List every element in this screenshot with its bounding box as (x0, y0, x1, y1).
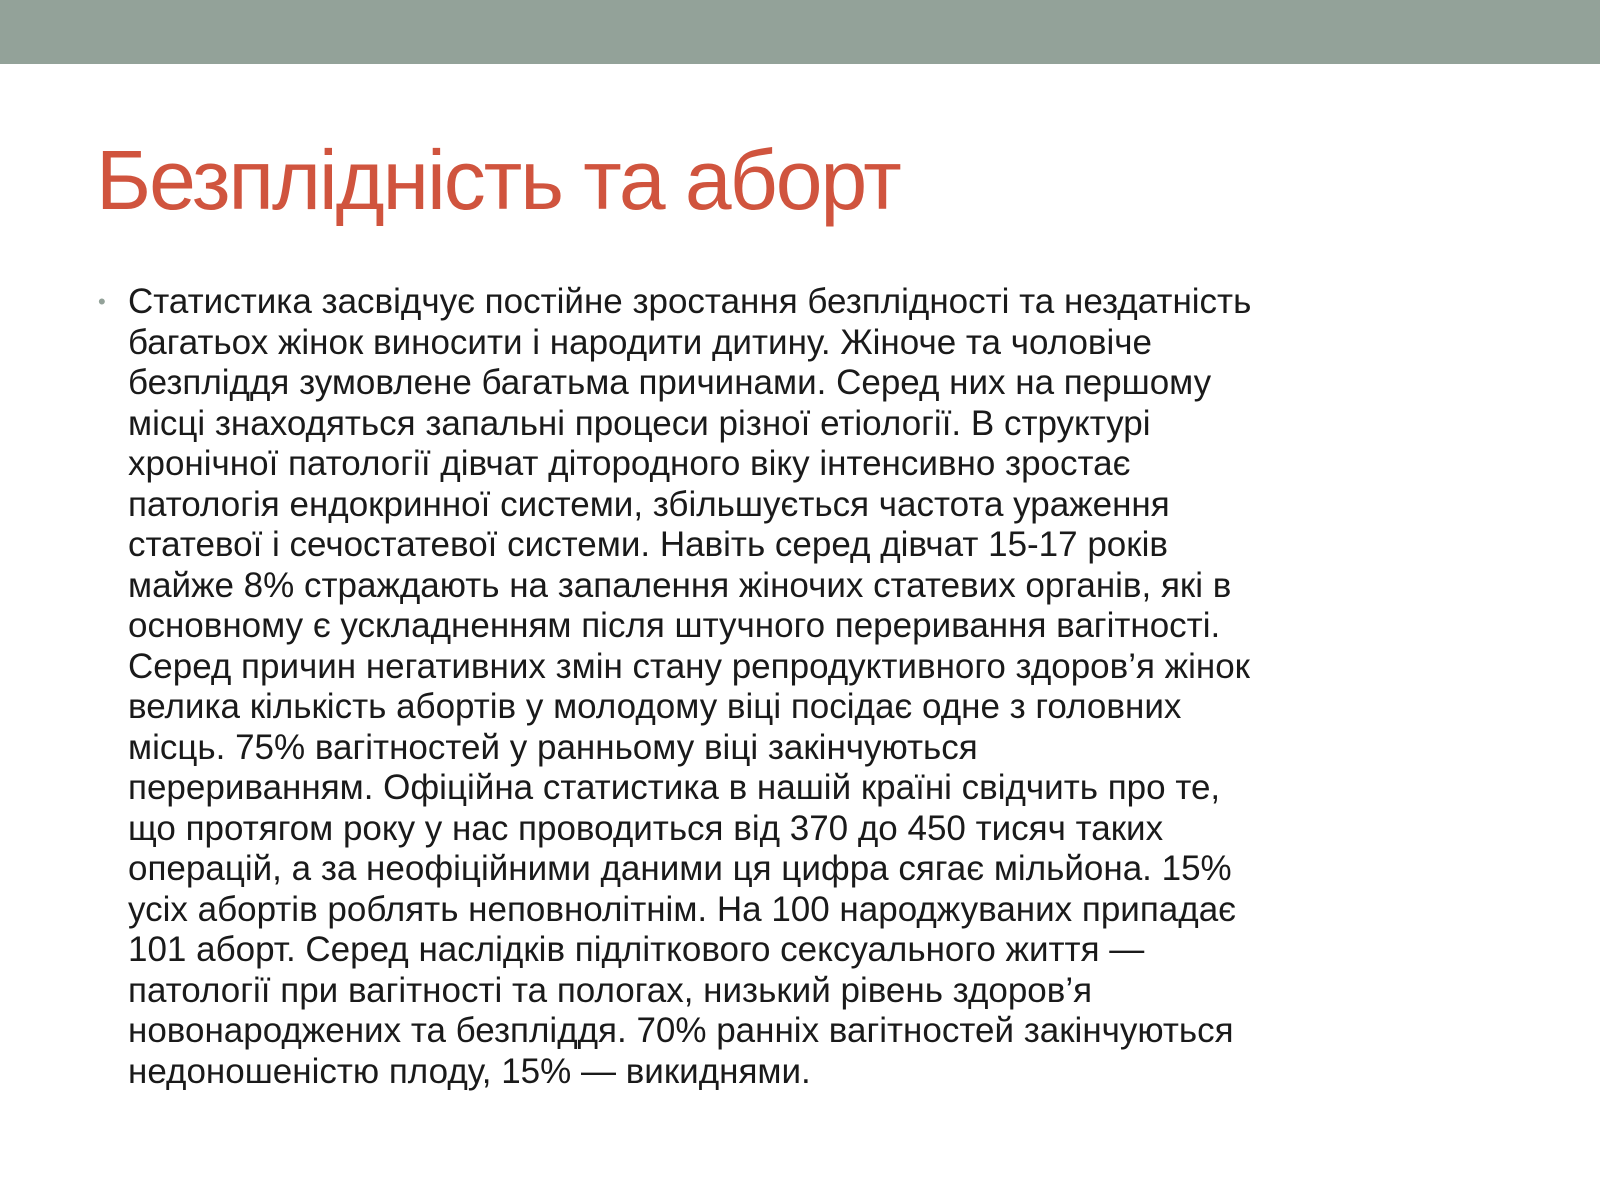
bullet-text (128, 282, 1542, 1092)
slide-title: Безплідність та аборт (96, 133, 900, 227)
text-line: основному є ускладненням після штучного переривання вагітності. (128, 606, 1221, 645)
text-line: патологія ендокринної системи, збільшується частота ураження (128, 484, 1170, 524)
text-line: усіх абортів роблять неповнолітнім. На 100 народжуваних припадає (128, 889, 1237, 929)
text-line: Статистика засвідчує постійне зростання безплідності та нездатність (128, 282, 1252, 321)
bullet-dot-icon: • (98, 289, 106, 314)
text-line: патології при вагітності та пологах, низький рівень здоров’я (128, 970, 1093, 1010)
text-line: недоношеністю плоду, 15% — викиднями. (128, 1051, 811, 1091)
bullet-list (92, 282, 1542, 1092)
text-line: перериванням. Офіційна статистика в нашій країні свідчить про те, (128, 768, 1221, 807)
text-line: місці знаходяться запальні процеси різної етіології. В структурі (128, 403, 1151, 443)
text-line: 101 аборт. Серед наслідків підліткового сексуального життя — (128, 930, 1145, 969)
text-line: новонароджених та безпліддя. 70% ранніх вагітностей закінчуються (128, 1011, 1234, 1050)
top-accent-bar (0, 0, 1600, 64)
text-line: хронічної патології дівчат дітородного віку інтенсивно зростає (128, 444, 1131, 483)
text-line: Серед причин негативних змін стану репродуктивного здоров’я жінок (128, 646, 1250, 686)
text-line: велика кількість абортів у молодому віці посідає одне з головних (128, 687, 1182, 726)
text-line: що протягом року у нас проводиться від 370 до 450 тисяч таких (128, 808, 1164, 848)
text-line: операцій, а за неофіційними даними ця цифра сягає мільйона. 15% (128, 849, 1232, 888)
text-line: місць. 75% вагітностей у ранньому віці закінчуються (128, 727, 978, 767)
bullet-item (92, 282, 1542, 1092)
text-line: майже 8% страждають на запалення жіночих статевих органів, які в (128, 565, 1232, 605)
text-line: статевої і сечостатевої системи. Навіть серед дівчат 15-17 років (128, 525, 1168, 564)
text-line: безпліддя зумовлене багатьма причинами. Серед них на першому (128, 363, 1212, 402)
text-line: багатьох жінок виносити і народити дитину. Жіноче та чоловіче (128, 322, 1152, 362)
